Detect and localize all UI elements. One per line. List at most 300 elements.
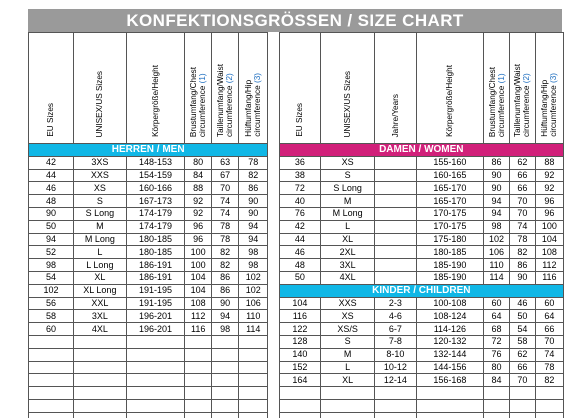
men-chest: 104 [185,271,212,284]
women-eu-size: 36 [279,156,321,169]
men-us-size: M [73,220,126,233]
women-waist: 90 [509,271,535,284]
men-header-hip-text [244,70,262,140]
column-separator [268,387,279,400]
women-height: 175-180 [416,233,483,246]
men-waist [212,374,239,387]
women-age-years [375,207,417,220]
women-waist: 78 [509,233,535,246]
men-header-chest-line1: Brustumfang/Chest [189,66,199,137]
men-height [126,387,184,400]
women-header-chest-line2: circumference [496,83,506,137]
men-height: 180-185 [126,233,184,246]
men-us-size: 3XS [73,156,126,169]
women-waist: 70 [509,195,535,208]
table-row [29,169,564,182]
men-height [126,361,184,374]
empty-cell [416,412,483,418]
men-chest: 96 [185,233,212,246]
section-women: DAMEN / WOMEN [279,144,563,157]
kids-chest: 76 [484,348,510,361]
men-waist [212,348,239,361]
men-height: 186-191 [126,259,184,272]
women-waist: 62 [509,156,535,169]
kids-waist: 70 [509,374,535,387]
men-waist: 82 [212,246,239,259]
column-separator [268,259,279,272]
kids-age-years: 7-8 [375,335,417,348]
column-separator [268,169,279,182]
men-eu-size: 54 [29,271,74,284]
men-eu-size: 90 [29,207,74,220]
men-header-waist-text [216,61,234,140]
men-hip [239,374,268,387]
men-eu-size: 42 [29,156,74,169]
kids-age-years: 4-6 [375,310,417,323]
kids-chest: 60 [484,297,510,310]
kids-age-years: 10-12 [375,361,417,374]
empty-cell [484,412,510,418]
men-height: 196-201 [126,323,184,336]
column-separator [268,374,279,387]
men-waist: 70 [212,182,239,195]
men-chest: 96 [185,220,212,233]
kids-us-size: M [321,348,375,361]
men-eu-size: 102 [29,284,74,297]
women-header-hip-number: (3) [549,73,559,84]
men-eu-size: 94 [29,233,74,246]
women-header-unisex [321,33,375,144]
men-us-size [73,412,126,418]
men-hip: 82 [239,169,268,182]
men-hip: 110 [239,310,268,323]
men-eu-size: 44 [29,169,74,182]
men-height [126,374,184,387]
kids-age-years: 6-7 [375,323,417,336]
men-waist: 63 [212,156,239,169]
empty-cell [279,412,321,418]
men-us-size [73,399,126,412]
men-waist: 78 [212,233,239,246]
women-waist: 82 [509,246,535,259]
women-age-years [375,233,417,246]
column-separator [268,233,279,246]
women-eu-size: 42 [279,220,321,233]
table-row [29,246,564,259]
kids-age-years: 2-3 [375,297,417,310]
kids-hip: 70 [535,335,563,348]
kids-hip: 64 [535,310,563,323]
kids-hip: 78 [535,361,563,374]
men-waist: 86 [212,284,239,297]
kids-chest: 72 [484,335,510,348]
table-row [29,271,564,284]
kids-height: 144-156 [416,361,483,374]
kids-height: 156-168 [416,374,483,387]
men-waist: 90 [212,297,239,310]
column-separator [268,335,279,348]
kids-hip: 60 [535,297,563,310]
women-age-years [375,169,417,182]
kids-height: 120-132 [416,335,483,348]
column-separator [268,271,279,284]
kids-height: 132-144 [416,348,483,361]
men-chest [185,412,212,418]
men-header-unisex-text: UNISEX/US Sizes [95,70,105,137]
kids-us-size: L [321,361,375,374]
men-hip: 102 [239,271,268,284]
men-hip: 90 [239,207,268,220]
men-height: 167-173 [126,195,184,208]
kids-age-years: 8-10 [375,348,417,361]
women-height: 165-170 [416,195,483,208]
women-hip: 92 [535,182,563,195]
men-header-height-text: Körpergröße/Height [150,65,160,137]
kids-us-size: XS [321,310,375,323]
men-header-chest-text [189,64,207,140]
men-chest: 92 [185,207,212,220]
women-chest: 102 [484,233,510,246]
men-us-size [73,387,126,400]
section-bar-row [29,144,564,157]
women-eu-size: 50 [279,271,321,284]
men-eu-size [29,399,74,412]
empty-cell [321,412,375,418]
men-header-height [126,33,184,144]
men-hip: 102 [239,284,268,297]
women-header-waist [509,33,535,144]
men-eu-size: 56 [29,297,74,310]
men-chest: 108 [185,297,212,310]
men-waist: 74 [212,207,239,220]
women-chest: 98 [484,220,510,233]
empty-cell [279,399,321,412]
women-us-size: S Long [321,182,375,195]
men-header-eu [29,33,74,144]
men-waist: 86 [212,271,239,284]
men-us-size: XS [73,182,126,195]
table-row [29,387,564,400]
column-separator [268,284,279,297]
men-chest: 80 [185,156,212,169]
empty-cell [416,387,483,400]
women-eu-size: 48 [279,259,321,272]
women-waist: 74 [509,220,535,233]
men-eu-size: 50 [29,220,74,233]
women-us-size: L [321,220,375,233]
men-chest: 112 [185,310,212,323]
women-height: 185-190 [416,271,483,284]
women-age-years [375,246,417,259]
men-hip: 106 [239,297,268,310]
kids-eu-size: 152 [279,361,321,374]
women-waist: 66 [509,182,535,195]
women-hip: 104 [535,233,563,246]
women-chest: 94 [484,195,510,208]
men-us-size: M Long [73,233,126,246]
empty-cell [279,387,321,400]
women-height: 185-190 [416,259,483,272]
table-row [29,156,564,169]
men-eu-size: 98 [29,259,74,272]
kids-height: 108-124 [416,310,483,323]
men-eu-size [29,361,74,374]
women-eu-size: 76 [279,207,321,220]
table-row [29,374,564,387]
women-header-chest-text [488,64,506,140]
women-header-chest-number: (1) [496,73,506,84]
column-separator [268,361,279,374]
men-height: 154-159 [126,169,184,182]
men-waist: 67 [212,169,239,182]
men-eu-size [29,348,74,361]
men-chest [185,348,212,361]
kids-chest: 80 [484,361,510,374]
men-header-eu-text: EU Sizes [46,103,56,137]
men-eu-size: 60 [29,323,74,336]
women-us-size: XL [321,233,375,246]
kids-eu-size: 140 [279,348,321,361]
men-hip: 94 [239,220,268,233]
column-separator [268,348,279,361]
table-row [29,399,564,412]
men-eu-size: 52 [29,246,74,259]
kids-chest: 84 [484,374,510,387]
men-height [126,335,184,348]
men-header-waist [212,33,239,144]
men-chest: 100 [185,259,212,272]
kids-waist: 62 [509,348,535,361]
men-header-hip-line2: circumference [253,83,263,137]
kids-hip: 82 [535,374,563,387]
women-age-years [375,182,417,195]
men-height: 191-195 [126,297,184,310]
men-height [126,399,184,412]
men-chest: 84 [185,169,212,182]
men-us-size: S [73,195,126,208]
men-height: 160-166 [126,182,184,195]
men-eu-size: 46 [29,182,74,195]
men-hip [239,399,268,412]
empty-cell [535,399,563,412]
table-row [29,348,564,361]
table-row [29,284,564,297]
column-separator [268,297,279,310]
empty-cell [509,412,535,418]
men-us-size: L [73,246,126,259]
men-waist: 78 [212,220,239,233]
women-chest: 86 [484,156,510,169]
women-hip: 100 [535,220,563,233]
men-us-size [73,348,126,361]
women-hip: 96 [535,195,563,208]
women-age-years [375,259,417,272]
women-us-size: M Long [321,207,375,220]
men-eu-size [29,387,74,400]
men-eu-size [29,412,74,418]
men-header-chest-line2: circumference [198,83,208,137]
kids-eu-size: 128 [279,335,321,348]
kids-eu-size: 122 [279,323,321,336]
women-age-years [375,156,417,169]
empty-cell [416,399,483,412]
men-height: 174-179 [126,220,184,233]
women-eu-size: 72 [279,182,321,195]
women-header-waist-line2: circumference [522,83,532,137]
women-hip: 96 [535,207,563,220]
men-chest [185,361,212,374]
men-height: 196-201 [126,310,184,323]
kids-waist: 66 [509,361,535,374]
column-separator [268,323,279,336]
men-us-size: XXS [73,169,126,182]
men-header-hip [239,33,268,144]
kids-height: 100-108 [416,297,483,310]
men-chest: 100 [185,246,212,259]
men-hip: 78 [239,156,268,169]
empty-cell [375,399,417,412]
men-chest: 92 [185,195,212,208]
men-header-hip-line1: Hüftumfang/Hip [244,80,254,137]
men-us-size: S Long [73,207,126,220]
women-header-waist-number: (2) [522,73,532,84]
women-us-size: 2XL [321,246,375,259]
women-us-size: 3XL [321,259,375,272]
men-chest [185,335,212,348]
women-header-chest-line1: Brustumfang/Chest [487,66,497,137]
table-row [29,335,564,348]
empty-cell [484,399,510,412]
column-separator [268,33,279,144]
kids-waist: 50 [509,310,535,323]
women-header-hip [535,33,563,144]
section-men: HERREN / MEN [29,144,268,157]
table-row [29,195,564,208]
men-height: 180-185 [126,246,184,259]
kids-eu-size: 116 [279,310,321,323]
kids-chest: 68 [484,323,510,336]
women-height: 180-185 [416,246,483,259]
kids-us-size: S [321,335,375,348]
men-us-size: XL Long [73,284,126,297]
women-chest: 110 [484,259,510,272]
women-hip: 92 [535,169,563,182]
men-us-size [73,361,126,374]
men-waist [212,399,239,412]
men-height: 148-153 [126,156,184,169]
women-height: 160-165 [416,169,483,182]
women-header-eu [279,33,321,144]
men-hip: 86 [239,182,268,195]
women-waist: 86 [509,259,535,272]
women-age-years [375,271,417,284]
kids-waist: 46 [509,297,535,310]
women-header-waist-text [513,61,531,140]
table-row [29,220,564,233]
women-chest: 114 [484,271,510,284]
men-height: 186-191 [126,271,184,284]
kids-waist: 58 [509,335,535,348]
men-hip [239,335,268,348]
men-hip [239,348,268,361]
men-chest [185,387,212,400]
women-chest: 90 [484,169,510,182]
women-us-size: S [321,169,375,182]
women-waist: 66 [509,169,535,182]
chart-title: KONFEKTIONSGRÖSSEN / SIZE CHART [28,9,562,32]
men-header-unisex [73,33,126,144]
table-row [29,233,564,246]
kids-us-size: XXS [321,297,375,310]
men-waist: 74 [212,195,239,208]
men-us-size: 3XL [73,310,126,323]
men-header-chest [185,33,212,144]
women-header-waist-line1: Taillenumfang/Waist [513,64,523,137]
column-separator [268,220,279,233]
men-eu-size [29,335,74,348]
men-hip: 98 [239,246,268,259]
men-us-size: XXL [73,297,126,310]
men-hip: 94 [239,233,268,246]
women-height: 170-175 [416,220,483,233]
men-waist: 82 [212,259,239,272]
column-separator [268,144,279,157]
empty-cell [509,399,535,412]
women-header-years [375,33,417,144]
men-eu-size: 58 [29,310,74,323]
empty-cell [535,412,563,418]
men-height: 191-195 [126,284,184,297]
kids-waist: 54 [509,323,535,336]
empty-cell [321,387,375,400]
women-header-hip-line2: circumference [549,83,559,137]
men-us-size: XL [73,271,126,284]
women-chest: 106 [484,246,510,259]
table-row [29,412,564,418]
men-hip: 90 [239,195,268,208]
kids-hip: 66 [535,323,563,336]
men-eu-size: 48 [29,195,74,208]
men-header-waist-line2: circumference [225,83,235,137]
empty-cell [375,387,417,400]
kids-chest: 64 [484,310,510,323]
men-hip: 114 [239,323,268,336]
women-hip: 116 [535,271,563,284]
women-height: 155-160 [416,156,483,169]
table-row [29,361,564,374]
women-header-eu-text: EU Sizes [295,103,305,137]
women-hip: 108 [535,246,563,259]
women-chest: 94 [484,207,510,220]
table-row [29,182,564,195]
women-hip: 88 [535,156,563,169]
empty-cell [321,399,375,412]
men-height: 174-179 [126,207,184,220]
empty-cell [509,387,535,400]
women-eu-size: 38 [279,169,321,182]
kids-hip: 74 [535,348,563,361]
men-hip [239,412,268,418]
women-us-size: 4XL [321,271,375,284]
women-age-years [375,220,417,233]
size-chart-table [28,32,564,418]
column-separator [268,412,279,418]
women-header-unisex-text: UNISEX/US Sizes [343,70,353,137]
table-row [29,310,564,323]
men-chest [185,374,212,387]
section-kids: KINDER / CHILDREN [279,284,563,297]
men-chest: 104 [185,284,212,297]
